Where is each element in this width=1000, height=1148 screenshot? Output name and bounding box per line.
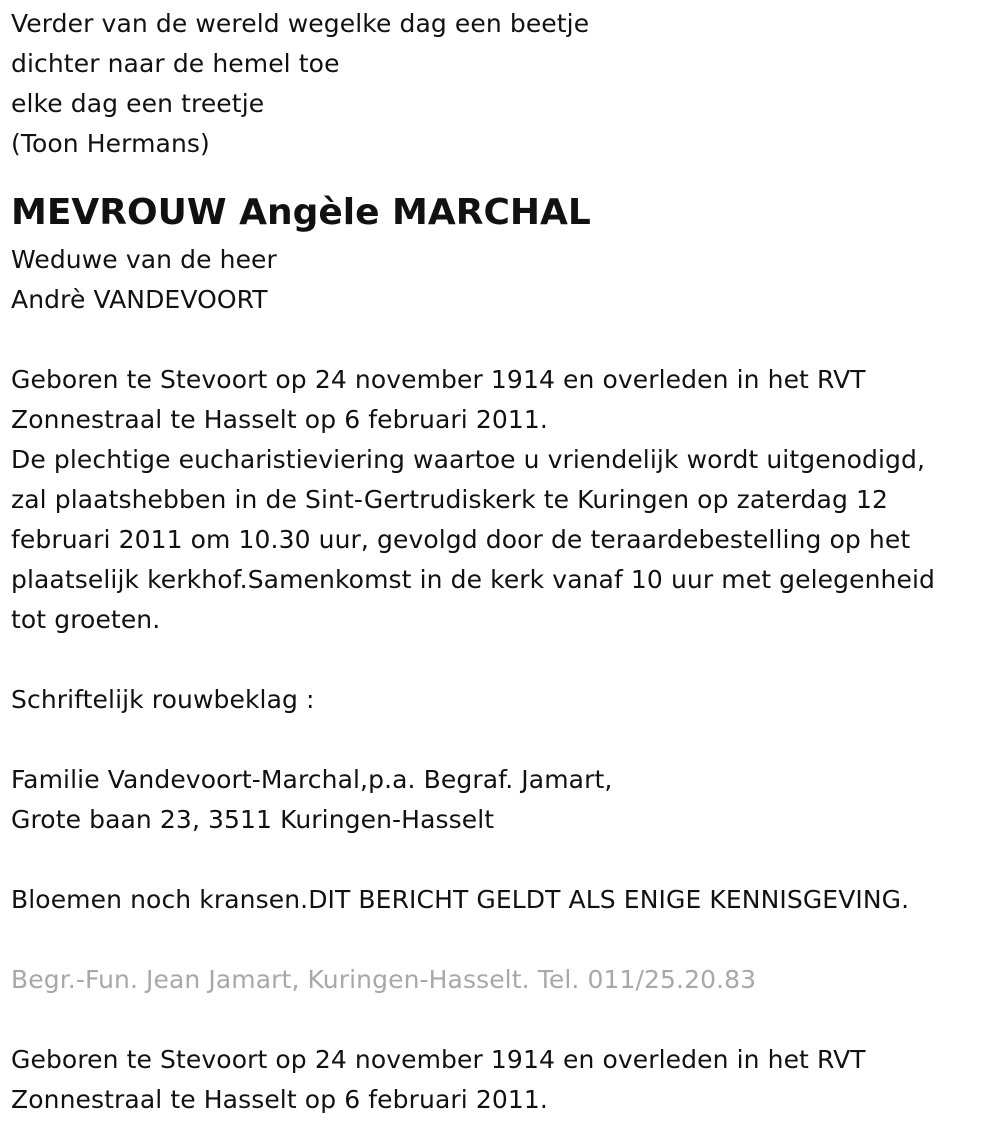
relation-line: Weduwe van de heer <box>11 245 277 274</box>
motto-line: elke dag een treetje <box>11 89 265 118</box>
spacer <box>11 640 996 680</box>
spacer <box>11 320 996 360</box>
motto-line: dichter naar de hemel toe <box>11 49 340 78</box>
funeral-home-credit: Begr.-Fun. Jean Jamart, Kuringen-Hasselt. Tel. 011/25.20.83 <box>11 965 757 994</box>
spacer <box>11 840 996 880</box>
spacer <box>11 920 996 960</box>
body-line: tot groeten. <box>11 605 161 634</box>
body-line: De plechtige eucharistieviering waartoe u vriendelijk wordt uitgenodigd, <box>11 445 926 474</box>
body-line: februari 2011 om 10.30 uur, gevolgd door de teraardebestelling op het <box>11 525 911 554</box>
footer-repeat <box>11 1040 996 1120</box>
body-line: zal plaatshebben in de Sint-Gertrudiskerk te Kuringen op zaterdag 12 <box>11 485 888 514</box>
spacer <box>11 720 996 760</box>
condolence-label: Schriftelijk rouwbeklag : <box>11 685 315 714</box>
footer-line: Zonnestraal te Hasselt op 6 februari 2011. <box>11 1085 548 1114</box>
condolence-address-line: Familie Vandevoort-Marchal,p.a. Begraf. Jamart, <box>11 765 613 794</box>
obituary-document <box>11 4 996 1120</box>
announcement-body <box>11 360 996 640</box>
spacer <box>11 1000 996 1040</box>
condolence-address-line: Grote baan 23, 3511 Kuringen-Hasselt <box>11 805 495 834</box>
spouse-name: Andrè VANDEVOORT <box>11 285 268 314</box>
spacer <box>11 164 996 186</box>
body-line: Geboren te Stevoort op 24 november 1914 en overleden in het RVT <box>11 365 866 394</box>
body-line: plaatselijk kerkhof.Samenkomst in de kerk vanaf 10 uur met gelegenheid <box>11 565 935 594</box>
motto-line: Verder van de wereld wegelke dag een beetje <box>11 9 590 38</box>
motto-poem <box>11 4 996 164</box>
footer-line: Geboren te Stevoort op 24 november 1914 en overleden in het RVT <box>11 1045 866 1074</box>
deceased-name: MEVROUW Angèle MARCHAL <box>11 192 591 233</box>
body-line: Zonnestraal te Hasselt op 6 februari 2011. <box>11 405 548 434</box>
motto-author: (Toon Hermans) <box>11 129 210 158</box>
flowers-notice: Bloemen noch kransen.DIT BERICHT GELDT ALS ENIGE KENNISGEVING. <box>11 885 910 914</box>
